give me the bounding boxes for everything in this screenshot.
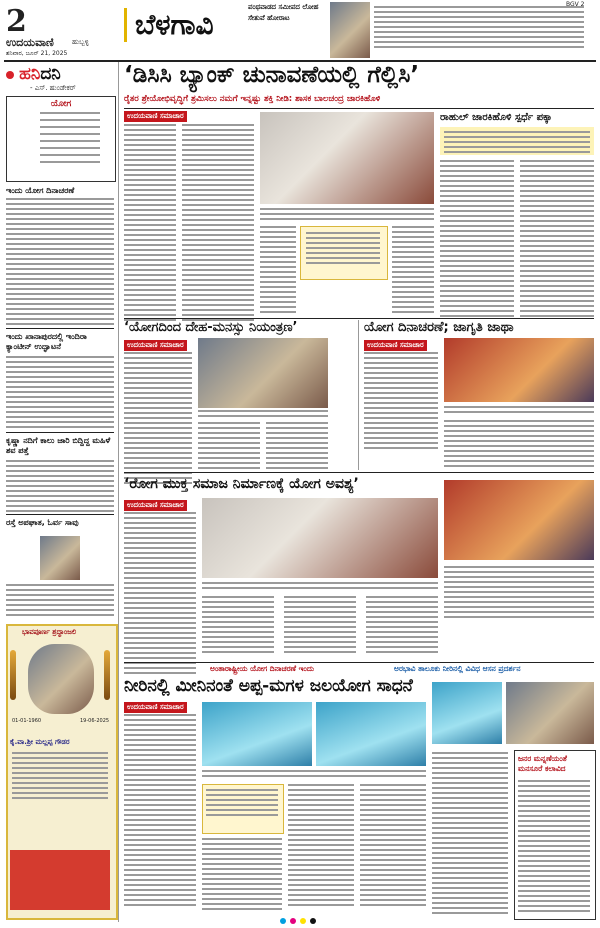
lead-col-2 [182, 124, 254, 321]
promo-text: ಪಂಥವಾಡದ ಸಮೀಪದ ಲೋಹ ಸೇತುವೆ ಹೋರಾಟ [248, 3, 319, 22]
story4-photo-4 [506, 682, 594, 744]
story4-byline: ಉದಯವಾಣಿ ಸಮಾಚಾರ [124, 702, 187, 713]
accident-photo [40, 536, 80, 580]
obituary-name: ಕೈ.ವಾ.ಶ್ರೀ ಮಲ್ಲಪ್ಪ ಗೌಡರ [10, 738, 70, 746]
story4-photo-3 [432, 682, 502, 744]
promo-box [248, 2, 328, 58]
story3-col-1 [124, 512, 196, 674]
yoga-poem-lines [40, 112, 100, 163]
story4-caption [202, 770, 426, 777]
story3-side-text [444, 566, 594, 618]
obituary-died: 19-06-2025 [80, 718, 110, 724]
item4-title: ರಸ್ತೆ ಅಪಘಾತ, ಓರ್ವ ಸಾವು [6, 518, 79, 527]
story1-col-3 [266, 422, 328, 469]
side-col-2 [520, 160, 594, 317]
story3-photo [202, 498, 438, 578]
story4-kicker-2: ಅರಭಾವಿ ತಾಲೂಕು ನೀರಿನಲ್ಲಿ ವಿವಿಧ ಆಸನ ಪ್ರದರ್ಶನ [394, 664, 521, 673]
story3-col-4 [366, 596, 438, 653]
lead-divider [124, 108, 594, 109]
story1-photo [198, 338, 328, 408]
lead-byline-tag: ಉದಯವಾಣಿ ಸಮಾಚಾರ [124, 111, 187, 122]
section-divider-3 [124, 662, 594, 663]
item2-body [6, 356, 114, 428]
story4-kicker: ಅಂತಾರಾಷ್ಟ್ರೀಯ ಯೋಗ ದಿನಾಚರಣೆ ಇಂದು [210, 664, 315, 673]
story4-quote-text [206, 789, 278, 816]
story4-photo-1 [202, 702, 312, 766]
story2-caption [444, 406, 594, 413]
story4-col-1 [124, 714, 196, 906]
promo-body-text [374, 6, 584, 48]
story4-side-title: ಜನರ ಮನ್ನಣೆಯಂತೆ ಮನಸೂರೆ ಕಲಾವಿದ [518, 754, 567, 773]
story3-headline: ‘ರೋಗ ಮುಕ್ತ ಸಮಾಜ ನಿರ್ಮಾಣಕ್ಕೆ ಯೋಗ ಅವಶ್ಯ’ [124, 476, 359, 492]
registration-dots [280, 918, 340, 924]
lead-col-1 [124, 124, 176, 321]
obituary-text [12, 752, 108, 799]
story2-byline: ಉದಯವಾಣಿ ಸಮಾಚಾರ [364, 340, 427, 351]
story1-caption [198, 410, 328, 417]
lead-col-4 [392, 226, 434, 313]
item3-body [6, 460, 114, 512]
story3-col-2 [202, 596, 274, 653]
item2-title: ಇಂದು ಖಾನಾಪುರದಲ್ಲಿ ಇಂದಿರಾ ಕ್ಯಾಂಟೀನ್ ಉದ್ಘಾಟನೆ [6, 332, 87, 351]
story1-col-1 [124, 352, 192, 484]
left-divider-1 [6, 328, 114, 329]
story3-col-3 [284, 596, 356, 653]
item1-title: ಇಂದು ಯೋಗ ದಿನಾಚರಣೆ [6, 186, 75, 195]
brand-byline: - ಎಸ್. ಹುಂಡೇಕರ್ [30, 84, 76, 92]
side-headline: ರಾಹುಲ್ ಜಾರಕಿಹೊಳಿ ಸ್ಪರ್ಧೆ ಪಕ್ಕಾ [440, 112, 552, 123]
lead-photo-caption [260, 208, 434, 220]
section-divider-2 [124, 472, 594, 473]
brand-word-1: ಹನಿ [19, 64, 41, 84]
story-divider [358, 320, 359, 470]
story4-col-5 [432, 752, 508, 914]
story2-col-1 [364, 352, 438, 449]
story2-col-2 [444, 420, 594, 467]
story1-byline: ಉದಯವಾಣಿ ಸಮಾಚಾರ [124, 340, 187, 351]
side-highlight-text [444, 131, 590, 153]
left-column-divider [118, 62, 119, 922]
item1-body [6, 198, 114, 325]
story3-side-photo [444, 480, 594, 560]
promo-photo [330, 2, 370, 58]
brand-dot-icon [6, 71, 14, 79]
lead-headline: ‘ಡಿಸಿಸಿ ಬ್ಯಾಂಕ್ ಚುನಾವಣೆಯಲ್ಲಿ ಗೆಲ್ಲಿಸಿ’ [124, 62, 420, 88]
story3-caption [202, 582, 438, 589]
story2-photo [444, 338, 594, 402]
story1-col-2 [198, 422, 260, 469]
issue-date: ಶನಿವಾರ, ಜೂನ್ 21, 2025 [6, 50, 68, 57]
left-divider-2 [6, 432, 114, 433]
page-number: 2 [6, 4, 27, 39]
paper-name: ಉದಯವಾಣಿ [6, 36, 54, 49]
section-title: ಬೆಳಗಾವಿ [124, 8, 214, 42]
lead-col-3 [260, 226, 296, 313]
story4-col-3 [288, 784, 354, 906]
pull-quote-text [306, 232, 380, 264]
obituary-born: 01-01-1960 [12, 718, 42, 724]
story2-headline: ಯೋಗ ದಿನಾಚರಣೆ; ಜಾಗೃತಿ ಜಾಥಾ [364, 320, 514, 335]
yoga-poem-title: ಯೋಗ [50, 99, 72, 109]
edition-label: ಹುಬ್ಬಳ್ಳಿ [72, 38, 89, 46]
story4-photo-2 [316, 702, 426, 766]
page-code: BGV 2 [566, 1, 585, 8]
left-divider-3 [6, 514, 114, 515]
brand-word-2: ದನಿ [40, 64, 61, 84]
story4-col-4 [360, 784, 426, 906]
obituary-title: ಭಾವಪೂರ್ಣ ಶ್ರದ್ಧಾಂಜಲಿ [22, 628, 77, 636]
obituary-footer-bar [10, 850, 110, 910]
section-divider-1 [124, 318, 594, 319]
item3-title: ಕೃಷ್ಣಾ ನದಿಗೆ ಕಾಲು ಜಾರಿ ಬಿದ್ದಿದ್ದ ಮಹಿಳೆ ಶವ ಪತ್ತೆ [6, 436, 111, 455]
story4-side-text [518, 780, 590, 912]
story4-col-2 [202, 838, 282, 910]
obituary-photo [28, 644, 94, 714]
side-col-1 [440, 160, 514, 317]
story3-byline: ಉದಯವಾಣಿ ಸಮಾಚಾರ [124, 500, 187, 511]
lead-photo [260, 112, 434, 204]
lamp-icon [10, 650, 16, 700]
lead-subhead: ರೈತರ ಶ್ರೇಯೋಭಿವೃದ್ಧಿಗೆ ಶ್ರಮಿಸಲು ನಮಗೆ ಇನ್ನಷ್ಟು ಶಕ್ತಿ ನೀಡಿ: ಶಾಸಕ ಬಾಲಚಂದ್ರ ಜಾರಕಿಹೊಳಿ [124, 94, 381, 104]
lamp-icon-right [104, 650, 110, 700]
item4-body [6, 584, 114, 616]
story4-headline: ನೀರಿನಲ್ಲಿ ಮೀನಿನಂತೆ ಅಪ್ಪ-ಮಗಳ ಜಲಯೋಗ ಸಾಧನೆ [124, 676, 413, 696]
story1-headline: ‘ಯೋಗದಿಂದ ದೇಹ-ಮನಸ್ಸು ನಿಯಂತ್ರಣ’ [124, 320, 298, 335]
